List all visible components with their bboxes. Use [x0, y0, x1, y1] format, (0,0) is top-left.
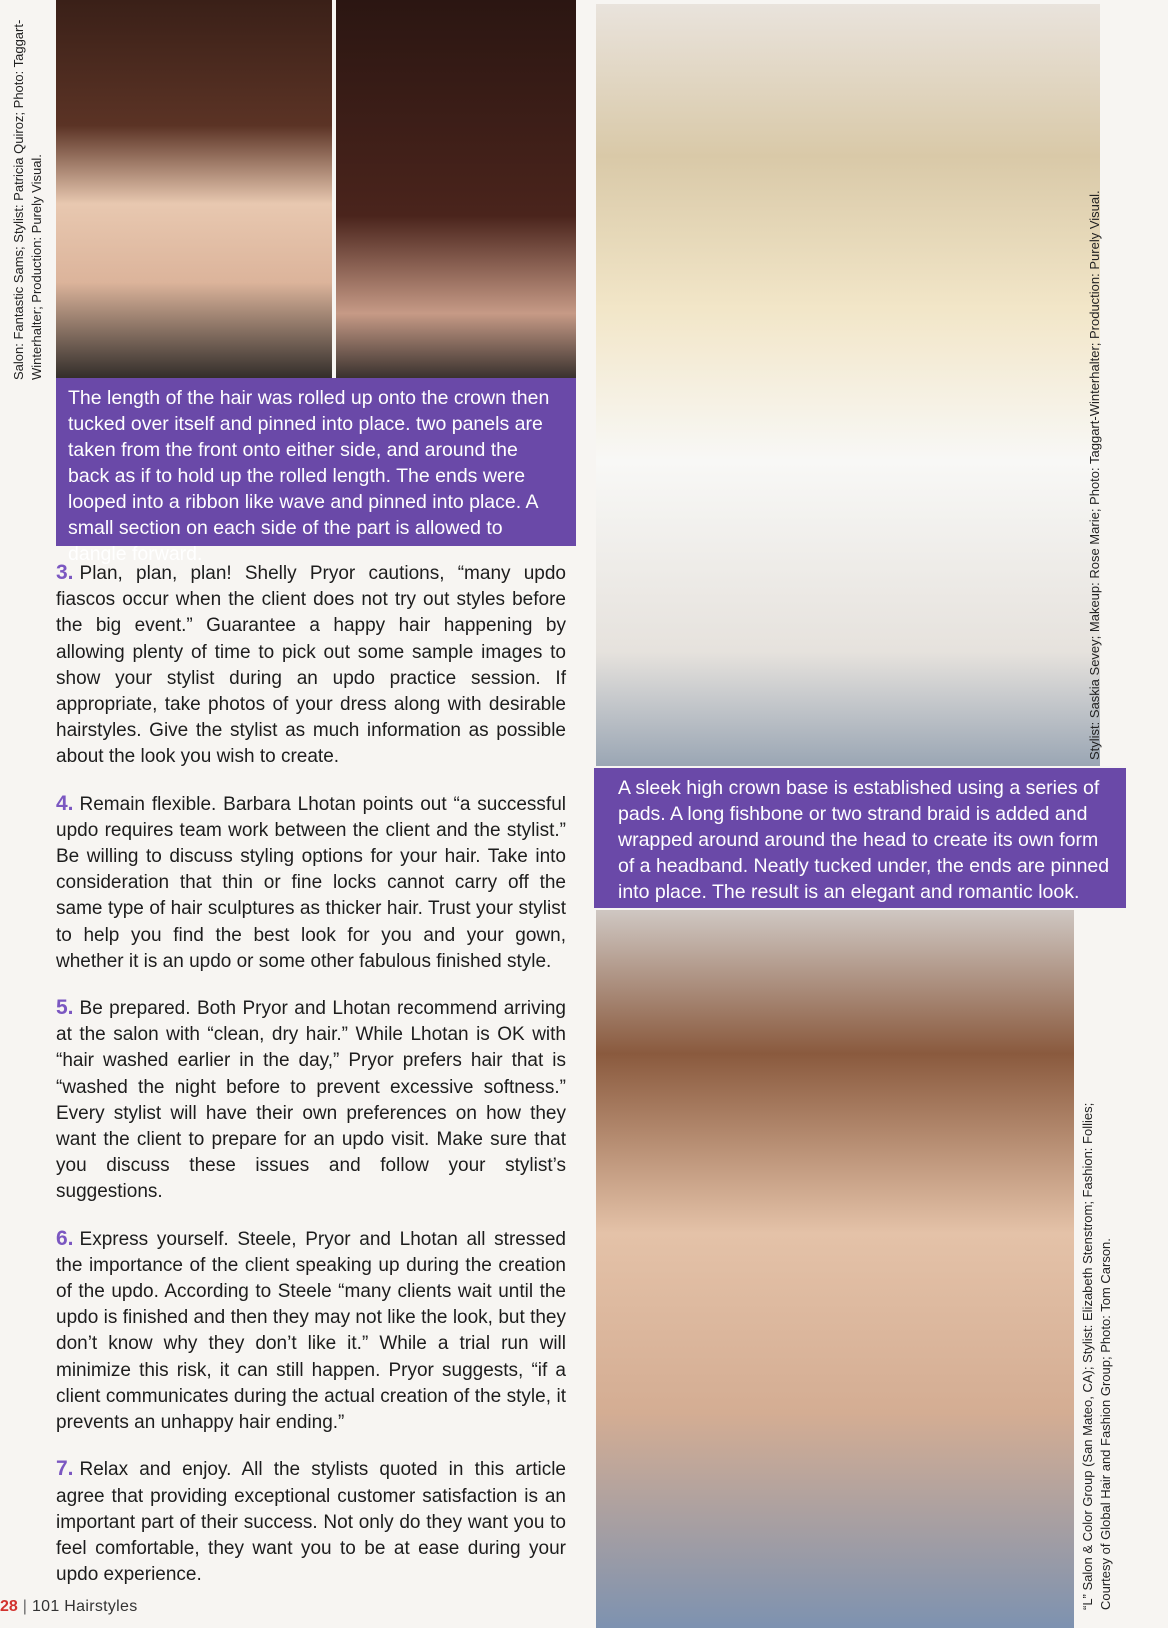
tip-number: 3. [56, 561, 74, 584]
updo-caption: The length of the hair was rolled up onto the crown then tucked over itself and pinned into place. two panels are taken from the front onto either side, and around the back as if to hold up the rolled length. The ends were looped into a ribbon like wave and pinned into place. A small section on each side of the part is allowed to dangle forward. [56, 378, 576, 546]
page-number: 28 [0, 1598, 18, 1615]
page-footer [0, 1592, 138, 1622]
short-hair-photo [596, 910, 1074, 1628]
tip-text: Be prepared. Both Pryor and Lhotan recommend arriving at the salon with “clean, dry hair.” While Lhotan is OK with “hair washed earlier in the day,” Pryor prefers hair that is “washed the night before to prevent excessive softness.” Every stylist will have their own preferences on how they want the client to prepare for an updo visit. Make sure that you discuss these issues and follow your stylist’s suggestions. [56, 998, 566, 1203]
article-body [56, 560, 566, 1608]
tip-3 [56, 560, 566, 771]
magazine-name: 101 Hairstyles [31, 1598, 138, 1615]
tip-text: Plan, plan, plan! Shelly Pryor cautions, “many updo fiascos occur when the client does not try out styles before the big event.” Guarantee a happy hair happening by allowing plenty of time to pick out some sample images to show your stylist during an updo practice session. If appropriate, take photos of your dress along with desirable hairstyles. Give the stylist as much information as possible about the look you wish to create. [56, 563, 566, 768]
tip-text: Relax and enjoy. All the stylists quoted in this article agree that providing exceptional customer satisfaction is an important part of their success. Not only do they want you to feel comfortable, they want you to be at ease during your updo experience. [56, 1459, 566, 1586]
updo-front-photo [56, 0, 332, 392]
tip-number: 6. [56, 1226, 74, 1250]
credit-line: Courtesy of Global Hair and Fashion Group; Photo: Tom Carson. [1098, 1238, 1113, 1610]
tip-4 [56, 791, 566, 975]
photo-credit-left-text: Salon: Fantastic Sams; Stylist: Patricia Quiroz; Photo: Taggart-Winterhalter; Production: Purely Visual. [11, 19, 44, 380]
tip-7 [56, 1456, 566, 1588]
braided-crown-photo [596, 4, 1100, 766]
footer-separator: | [22, 1598, 27, 1615]
photo-credit-right-top-text: Stylist: Saskia Sevey; Makeup: Rose Marie; Photo: Taggart-Winterhalter; Production: Purely Visual. [1087, 190, 1102, 760]
photo-credit-right-bottom-text [1072, 960, 1122, 1610]
photo-credit-left [2, 0, 54, 392]
tip-number: 4. [56, 791, 74, 815]
credit-line: “L” Salon & Color Group (San Mateo, CA); Stylist: Elizabeth Stenstrom; Fashion: Follies; [1080, 1102, 1095, 1610]
tip-5 [56, 995, 566, 1206]
photo-credit-right-bottom [1072, 960, 1122, 1610]
tip-text: Express yourself. Steele, Pryor and Lhotan all stressed the importance of the client speaking up during the creation of the updo. According to Steele “many clients wait until the updo is finished and then they may not like the look, but they don’t know why they don’t like it.” While a trial run will minimize this risk, it can still happen. Pryor suggests, “if a client communicates during the actual creation of the style, it prevents an unhappy hair ending.” [56, 1228, 566, 1434]
tip-6 [56, 1226, 566, 1437]
tip-number: 7. [56, 1457, 74, 1481]
braid-caption: A sleek high crown base is established using a series of pads. A long fishbone or two strand braid is added and wrapped around around the head to create its own form of a headband. Neatly tucked under, the ends are pinned into place. The result is an elegant and romantic look. [594, 768, 1126, 908]
updo-back-photo [336, 0, 576, 392]
tip-number: 5. [56, 996, 74, 1020]
tip-text: Remain flexible. Barbara Lhotan points out “a successful updo requires team work between the client and the stylist.” Be willing to discuss styling options for your hair. Take into consideration that thin or fine locks cannot carry off the same type of hair sculptures as thicker hair. Trust your stylist to help you find the best look for you and your gown, whether it is an updo or some other fabulous finished style. [56, 793, 566, 972]
photo-credit-right-top [1072, 150, 1118, 760]
